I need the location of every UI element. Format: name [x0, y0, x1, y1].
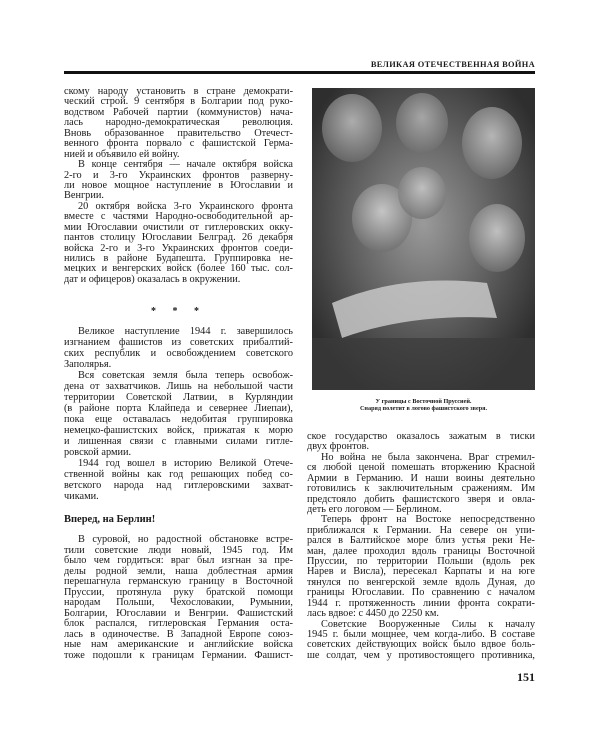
- text-line: 20 октября войска 3-го Украинского фронта: [78, 200, 293, 212]
- text-line: Вновь образованное правительство Отечест-: [64, 127, 293, 139]
- text-line: В суровой, но радостной обстановке встре-: [78, 534, 293, 545]
- text-line: 1944 г. протяженность линии фронта сократи-: [307, 597, 535, 609]
- text-line: Болгарии, Югославии и Венгрии. Фашистский: [64, 607, 293, 619]
- text-line: пантов столицу Югославии Белград. 26 декабря: [64, 232, 293, 244]
- text-line: деть его логовом — Берлином.: [307, 503, 442, 515]
- header-rule: [64, 71, 535, 74]
- section-heading: Вперед, на Берлин!: [64, 514, 156, 525]
- text-column-right: [307, 432, 535, 661]
- photo-image: [312, 88, 535, 390]
- text-line: ское государство оказалось зажатым в тиски: [307, 431, 535, 442]
- text-column-left-middle: [64, 326, 293, 502]
- text-line: водством Рабочей партии (коммунистов) нача-: [64, 106, 293, 118]
- photo-caption: [312, 399, 535, 412]
- text-line: готовились к заключительным сражениям. Им: [307, 483, 535, 495]
- text-line: предстояло добить фашистского зверя и овла-: [307, 493, 535, 505]
- text-line: ше солдат, чем у противостоящего противника,: [307, 649, 535, 661]
- text-line: ные нам американские и английские войска: [64, 639, 293, 650]
- text-line: Теперь фронт на Востоке непосредственно: [321, 514, 535, 526]
- text-column-left-top: [64, 87, 293, 285]
- text-line: скому народу установить в стране демократи-: [64, 86, 293, 97]
- text-line: 1944 год вошел в историю Великой Отече-: [78, 458, 293, 469]
- text-line: пока еще оставалась недобитая группировка: [64, 414, 293, 425]
- text-line: лась вдвое: с 4450 до 2250 км.: [307, 608, 439, 620]
- text-line: нией и объявило ей войну.: [64, 148, 180, 160]
- paragraph: [307, 453, 535, 516]
- text-line: венного фронта порвало с фашистской Герма-: [64, 138, 293, 150]
- text-line: перешагнула германскую границу в Восточной: [64, 576, 293, 587]
- text-line: Заполярья.: [64, 359, 112, 370]
- text-line: и лишенная связи с главными силами гитле-: [64, 436, 293, 447]
- text-line: нились в районе Будапешта. Группировка не-: [64, 253, 293, 264]
- page-number: 151: [517, 670, 535, 684]
- text-line: войска 2-го и 3-го Украинских фронтов соеди-: [64, 242, 293, 254]
- text-column-left-bottom: [64, 535, 293, 661]
- text-line: тянулся по венгерской земле вдоль Дуная, до: [307, 576, 535, 588]
- paragraph: [64, 87, 293, 160]
- text-line: Вся советская земля была теперь освобож-: [78, 370, 293, 381]
- text-line: дат и офицеров) оказалась в окружении.: [64, 273, 241, 285]
- text-line: границы Югославии. По сравнению с началом: [307, 587, 535, 599]
- text-line: блок распался, гитлеровская Германия оста-: [64, 618, 293, 629]
- text-line: мецких и венгерских войск (более 160 тыс. сол-: [64, 263, 293, 275]
- text-line: лась в одиночестве. В Западной Европе союз-: [64, 628, 293, 640]
- text-line: двух фронтов.: [307, 441, 370, 453]
- text-line: дена от захватчиков. Лишь на небольшой части: [64, 381, 293, 392]
- text-line: рался в Балтийское море близ устья реки Не-: [307, 535, 535, 547]
- text-line: ли новое мощное наступление в Югославии и: [64, 179, 293, 191]
- text-line: Советские Вооруженные Силы к началу: [321, 618, 535, 630]
- text-line: ровской армии.: [64, 447, 132, 458]
- text-line: делы родной земли, наша доблестная армия: [64, 565, 293, 577]
- paragraph: [307, 432, 535, 453]
- text-line: Но война не была закончена. Враг стремил-: [321, 451, 535, 463]
- caption-line: Снаряд полетит в логово фашистского зверя.: [359, 404, 488, 412]
- text-line: ся любой ценой помешать вторжению Красной: [307, 462, 535, 474]
- paragraph: [64, 202, 293, 286]
- paragraph: [307, 515, 535, 619]
- running-head: ВЕЛИКАЯ ОТЕЧЕСТВЕННАЯ ВОЙНА: [370, 60, 535, 69]
- text-line: ственной войны как год решающих побед со-: [64, 469, 293, 480]
- text-line: вместе с частями Народно-освободительной ар-: [64, 211, 293, 223]
- text-line: Венгрии.: [64, 190, 104, 202]
- text-line: ческий строй. 9 сентября в Болгарии под руко-: [64, 96, 293, 108]
- text-line: Пруссии, протянула руку братской помощи: [64, 586, 293, 598]
- paragraph: [64, 458, 293, 502]
- section-break: * * *: [151, 306, 206, 317]
- text-line: чиками.: [64, 491, 99, 502]
- text-line: мии Югославии очистили от гитлеровских окку-: [64, 221, 293, 233]
- text-line: изгнанием фашистов из советских прибалтий-: [64, 337, 293, 348]
- text-line: территории Советской Латвии, в Курляндии: [64, 392, 293, 403]
- text-line: лась народно-демократическая революция.: [64, 117, 293, 129]
- text-line: было чем гордиться: враг был изгнан за пре-: [64, 555, 293, 566]
- photo-soldiers-with-shell: [312, 88, 535, 390]
- paragraph: [64, 370, 293, 458]
- text-line: ветского народа над гитлеровскими захват-: [64, 480, 293, 491]
- text-line: тоже подошли к границам Германии. Фашист-: [64, 649, 293, 661]
- text-line: 2-го и 3-го Украинских фронтов разверну-: [64, 169, 293, 181]
- paragraph: [64, 326, 293, 370]
- text-line: Пруссии, по территории Польши (вдоль рек: [307, 556, 535, 568]
- text-line: приближался к Германии. На севере он упи-: [307, 524, 535, 536]
- text-line: ман, далее проходил вдоль границы Восточной: [307, 545, 535, 557]
- text-line: 1945 г. были мощнее, чем когда-либо. В составе: [307, 629, 535, 641]
- text-line: советских действующих войск было вдвое боль-: [307, 639, 535, 651]
- paragraph: [64, 160, 293, 202]
- text-line: Нарев и Висла), пересекал Карпаты и на юге: [307, 566, 535, 578]
- text-line: народам Польши, Чехословакии, Румынии,: [64, 597, 293, 608]
- text-line: Армии в Германию. И наши воины деятельно: [307, 472, 535, 484]
- text-line: (в районе порта Клайпеда и севернее Лиепаи),: [64, 403, 293, 414]
- text-line: тили советские люди новый, 1945 год. Им: [64, 544, 293, 556]
- text-line: ских республик и освобождением советского: [64, 348, 293, 359]
- text-line: В конце сентября — начале октября войска: [78, 159, 293, 171]
- paragraph: [64, 535, 293, 661]
- paragraph: [307, 620, 535, 662]
- caption-line: У границы с Восточной Пруссией.: [375, 398, 472, 405]
- text-line: немецко-фашистских войск, прижатая к морю: [64, 425, 293, 436]
- text-line: Великое наступление 1944 г. завершилось: [78, 326, 293, 337]
